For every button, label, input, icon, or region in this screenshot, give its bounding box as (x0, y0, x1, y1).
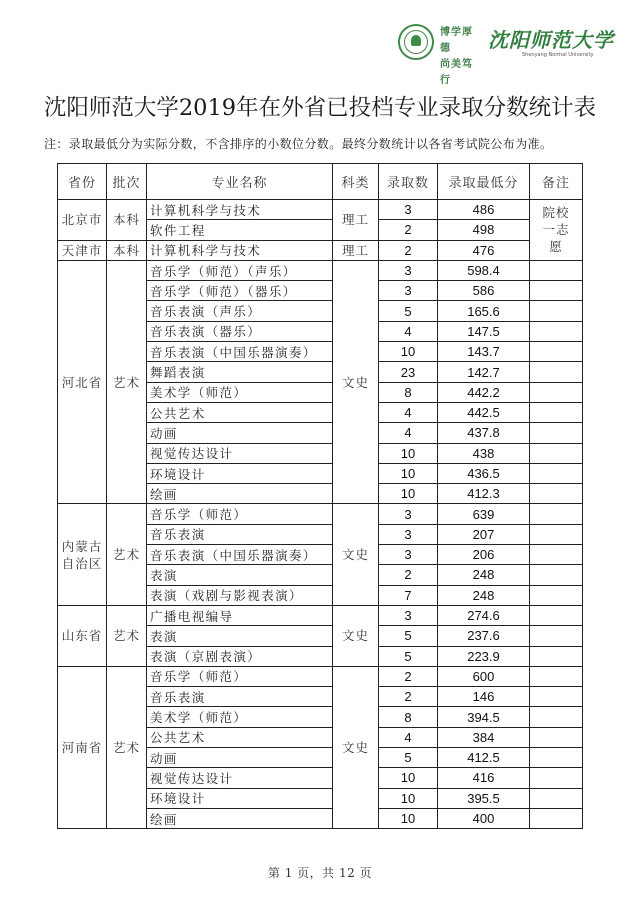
province-cell: 北京市 (58, 200, 107, 241)
min-score-cell: 207 (438, 524, 530, 544)
document-note: 注：录取最低分为实际分数，不含排序的小数位分数。最终分数统计以各省考试院公布为准。 (44, 137, 553, 151)
table-row (58, 504, 583, 524)
remark-cell (530, 545, 583, 565)
major-cell: 音乐学（师范）（器乐） (147, 281, 333, 301)
major-cell: 舞蹈表演 (147, 362, 333, 382)
province-cell (58, 504, 107, 605)
major-cell: 音乐学（师范） (147, 666, 333, 686)
remark-cell (530, 362, 583, 382)
major-cell: 音乐学（师范）（声乐） (147, 260, 333, 280)
batch-cell: 艺术 (107, 605, 147, 666)
major-cell: 表演 (147, 626, 333, 646)
count-cell: 3 (379, 260, 438, 280)
count-cell: 3 (379, 605, 438, 625)
admission-score-table (57, 163, 583, 829)
major-cell: 音乐表演（中国乐器演奏） (147, 545, 333, 565)
remark-cell (530, 463, 583, 483)
min-score-cell: 598.4 (438, 260, 530, 280)
count-cell: 3 (379, 504, 438, 524)
major-cell: 视觉传达设计 (147, 768, 333, 788)
major-cell: 绘画 (147, 808, 333, 828)
header-count: 录取数 (379, 164, 438, 200)
count-cell: 5 (379, 301, 438, 321)
min-score-cell: 412.3 (438, 484, 530, 504)
remark-cell (530, 788, 583, 808)
batch-cell: 艺术 (107, 260, 147, 504)
major-cell: 广播电视编导 (147, 605, 333, 625)
major-cell: 绘画 (147, 484, 333, 504)
category-cell: 理工 (333, 240, 379, 260)
remark-cell (530, 808, 583, 828)
province-cell: 山东省 (58, 605, 107, 666)
batch-cell: 本科 (107, 200, 147, 241)
min-score-cell: 248 (438, 565, 530, 585)
min-score-cell: 400 (438, 808, 530, 828)
count-cell: 10 (379, 463, 438, 483)
min-score-cell: 248 (438, 585, 530, 605)
major-cell: 表演（京剧表演） (147, 646, 333, 666)
min-score-cell: 639 (438, 504, 530, 524)
min-score-cell: 498 (438, 220, 530, 240)
remark-cell (530, 281, 583, 301)
remark-cell (530, 646, 583, 666)
min-score-cell: 438 (438, 443, 530, 463)
remark-cell (530, 768, 583, 788)
count-cell: 5 (379, 626, 438, 646)
table-row (58, 240, 583, 260)
major-cell: 计算机科学与技术 (147, 200, 333, 220)
major-cell: 视觉传达设计 (147, 443, 333, 463)
count-cell: 10 (379, 768, 438, 788)
count-cell: 10 (379, 808, 438, 828)
page-footer: 第 1 页，共 12 页 (267, 866, 373, 880)
min-score-cell: 416 (438, 768, 530, 788)
min-score-cell: 412.5 (438, 748, 530, 768)
remark-cell (530, 727, 583, 747)
major-cell: 动画 (147, 423, 333, 443)
min-score-cell: 600 (438, 666, 530, 686)
min-score-cell: 442.5 (438, 402, 530, 422)
major-cell: 动画 (147, 748, 333, 768)
count-cell: 10 (379, 484, 438, 504)
count-cell: 3 (379, 524, 438, 544)
major-cell: 音乐表演 (147, 687, 333, 707)
count-cell: 8 (379, 707, 438, 727)
header-batch: 批次 (107, 164, 147, 200)
logo-university-name: 沈阳师范大学 (488, 28, 614, 52)
major-cell: 表演（戏剧与影视表演） (147, 585, 333, 605)
remark-cell (530, 707, 583, 727)
min-score-cell: 165.6 (438, 301, 530, 321)
batch-cell: 本科 (107, 240, 147, 260)
major-cell: 表演 (147, 565, 333, 585)
major-cell: 美术学（师范） (147, 707, 333, 727)
province-line-1: 内蒙古 (61, 538, 103, 554)
major-cell: 环境设计 (147, 463, 333, 483)
count-cell: 2 (379, 666, 438, 686)
table-header-row (58, 164, 583, 200)
min-score-cell: 442.2 (438, 382, 530, 402)
province-line-2: 自治区 (61, 555, 103, 571)
count-cell: 23 (379, 362, 438, 382)
remark-cell (530, 260, 583, 280)
province-cell: 天津市 (58, 240, 107, 260)
remark-cell (530, 321, 583, 341)
category-cell: 文史 (333, 605, 379, 666)
major-cell: 音乐学（师范） (147, 504, 333, 524)
major-cell: 音乐表演（中国乐器演奏） (147, 342, 333, 362)
count-cell: 2 (379, 565, 438, 585)
university-emblem-icon (398, 24, 434, 60)
category-cell: 理工 (333, 200, 379, 241)
header-category: 科类 (333, 164, 379, 200)
min-score-cell: 146 (438, 687, 530, 707)
count-cell: 3 (379, 545, 438, 565)
header-province: 省份 (58, 164, 107, 200)
count-cell: 4 (379, 321, 438, 341)
table-row (58, 666, 583, 686)
min-score-cell: 394.5 (438, 707, 530, 727)
count-cell: 2 (379, 687, 438, 707)
count-cell: 2 (379, 240, 438, 260)
count-cell: 10 (379, 443, 438, 463)
count-cell: 4 (379, 402, 438, 422)
major-cell: 音乐表演（器乐） (147, 321, 333, 341)
count-cell: 2 (379, 220, 438, 240)
logo-motto (440, 25, 480, 89)
remark-cell (530, 423, 583, 443)
remark-text: 院校一志愿 (542, 205, 570, 255)
major-cell: 美术学（师范） (147, 382, 333, 402)
university-logo (398, 20, 614, 86)
count-cell: 8 (379, 382, 438, 402)
min-score-cell: 586 (438, 281, 530, 301)
header-remark: 备注 (530, 164, 583, 200)
header-major: 专业名称 (147, 164, 333, 200)
major-cell: 环境设计 (147, 788, 333, 808)
remark-cell (530, 484, 583, 504)
count-cell: 10 (379, 788, 438, 808)
table-row (58, 605, 583, 625)
remark-cell (530, 200, 583, 261)
count-cell: 5 (379, 646, 438, 666)
min-score-cell: 274.6 (438, 605, 530, 625)
province-cell: 河南省 (58, 666, 107, 828)
remark-cell (530, 504, 583, 524)
min-score-cell: 486 (438, 200, 530, 220)
major-cell: 软件工程 (147, 220, 333, 240)
category-cell: 文史 (333, 260, 379, 504)
count-cell: 10 (379, 342, 438, 362)
remark-cell (530, 382, 583, 402)
major-cell: 音乐表演（声乐） (147, 301, 333, 321)
batch-cell: 艺术 (107, 666, 147, 828)
min-score-cell: 142.7 (438, 362, 530, 382)
remark-cell (530, 524, 583, 544)
remark-cell (530, 626, 583, 646)
min-score-cell: 437.8 (438, 423, 530, 443)
min-score-cell: 147.5 (438, 321, 530, 341)
count-cell: 4 (379, 727, 438, 747)
count-cell: 5 (379, 748, 438, 768)
remark-cell (530, 565, 583, 585)
motto-line-2: 尚美笃行 (440, 59, 473, 86)
remark-cell (530, 443, 583, 463)
remark-cell (530, 687, 583, 707)
category-cell: 文史 (333, 666, 379, 828)
motto-line-1: 博学厚德 (440, 27, 473, 54)
remark-cell (530, 748, 583, 768)
min-score-cell: 237.6 (438, 626, 530, 646)
min-score-cell: 384 (438, 727, 530, 747)
logo-english-name: Shenyang Normal University (522, 52, 594, 58)
count-cell: 7 (379, 585, 438, 605)
major-cell: 计算机科学与技术 (147, 240, 333, 260)
major-cell: 公共艺术 (147, 402, 333, 422)
min-score-cell: 476 (438, 240, 530, 260)
remark-cell (530, 585, 583, 605)
remark-cell (530, 605, 583, 625)
min-score-cell: 395.5 (438, 788, 530, 808)
category-cell: 文史 (333, 504, 379, 605)
province-cell: 河北省 (58, 260, 107, 504)
remark-cell (530, 666, 583, 686)
min-score-cell: 143.7 (438, 342, 530, 362)
remark-cell (530, 301, 583, 321)
remark-cell (530, 402, 583, 422)
min-score-cell: 223.9 (438, 646, 530, 666)
major-cell: 音乐表演 (147, 524, 333, 544)
document-title: 沈阳师范大学2019年在外省已投档专业录取分数统计表 (43, 95, 597, 121)
header-min-score: 录取最低分 (438, 164, 530, 200)
table-row (58, 200, 583, 220)
count-cell: 4 (379, 423, 438, 443)
count-cell: 3 (379, 281, 438, 301)
min-score-cell: 206 (438, 545, 530, 565)
remark-cell (530, 342, 583, 362)
min-score-cell: 436.5 (438, 463, 530, 483)
table-row (58, 260, 583, 280)
major-cell: 公共艺术 (147, 727, 333, 747)
count-cell: 3 (379, 200, 438, 220)
batch-cell: 艺术 (107, 504, 147, 605)
